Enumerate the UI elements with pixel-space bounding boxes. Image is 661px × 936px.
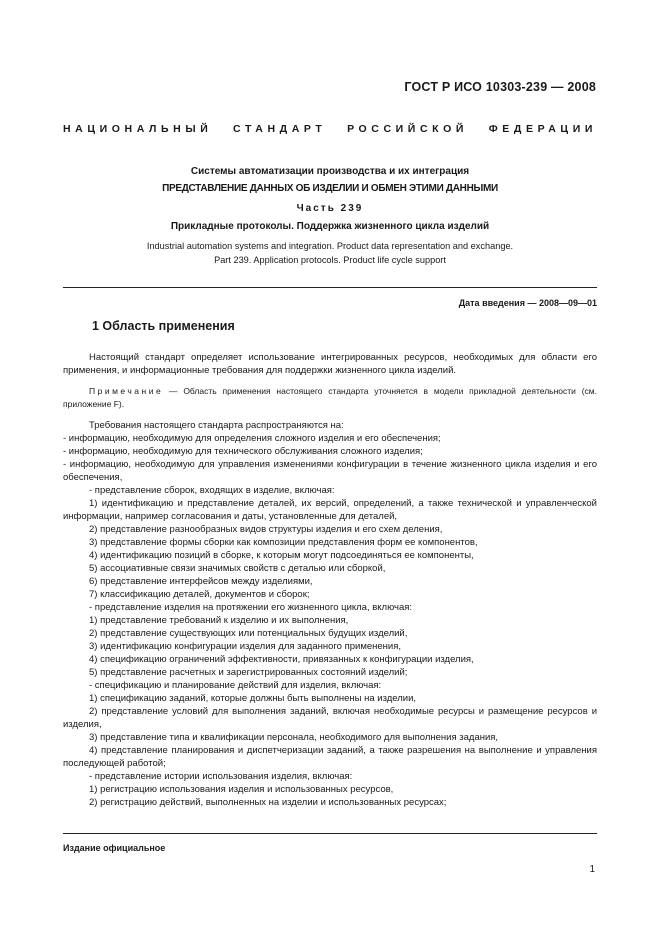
list-item: 5) представление расчетных и зарегистрированных состояний изделий;	[89, 667, 408, 678]
list-item: - представление изделия на протяжении его жизненного цикла, включая:	[89, 602, 413, 613]
standard-number: ГОСТ Р ИСО 10303-239 — 2008	[404, 80, 596, 94]
list-item: 5) ассоциативные связи значимых свойств с деталью или сборкой,	[89, 563, 386, 574]
list-item: - информацию, необходимую для определения сложного изделия и его обеспечения;	[63, 433, 441, 444]
page-number: 1	[589, 864, 595, 875]
list-item: 2) представление условий для выполнения заданий, включая необходимые ресурсы и размещение ресурсов и изделия,	[63, 706, 597, 730]
introduction-date: Дата введения — 2008—09—01	[458, 298, 597, 308]
list-item: 4) спецификацию ограничений эффективности, привязанных к конфигурации изделия,	[89, 654, 474, 665]
list-item: - информацию, необходимую для управления изменениями конфигурации в течение жизненного цикла изделия и его обеспечения,	[63, 459, 597, 483]
list-item: 2) представление разнообразных видов структуры изделия и его схем деления,	[89, 524, 443, 535]
list-item: - информацию, необходимую для технического обслуживания сложного изделия;	[63, 446, 423, 457]
section-heading: 1 Область применения	[92, 319, 235, 333]
list-item: - представление истории использования изделия, включая:	[89, 771, 353, 782]
list-item: 6) представление интерфейсов между изделиями,	[89, 576, 313, 587]
title-ru-line-2: ПРЕДСТАВЛЕНИЕ ДАННЫХ ОБ ИЗДЕЛИИ И ОБМЕН ЭТИМИ ДАННЫМИ	[162, 183, 498, 194]
edition-label: Издание официальное	[63, 843, 166, 853]
list-item: 7) классификацию деталей, документов и сборок;	[89, 589, 310, 600]
list-item: - спецификацию и планирование действий для изделия, включая:	[89, 680, 382, 691]
title-ru-line-3: Прикладные протоколы. Поддержка жизненного цикла изделий	[170, 221, 490, 232]
list-item: 3) представление типа и квалификации персонала, необходимого для выполнения задания,	[89, 732, 499, 743]
title-en-line-2: Part 239. Application protocols. Product life cycle support	[214, 255, 446, 265]
note-paragraph	[63, 385, 597, 411]
list-item: 1) спецификацию заданий, которые должны быть выполнены на изделии,	[89, 693, 417, 704]
title-ru-line-1: Системы автоматизации производства и их интеграция	[190, 166, 470, 177]
list-item: 2) регистрацию действий, выполненных на изделии и использованных ресурсах;	[89, 797, 447, 808]
list-item: 2) представление существующих или потенциальных будущих изделий,	[89, 628, 408, 639]
list-item: 1) идентификацию и представление деталей, их версий, определений, а также технической и управленческой информации, например согласования и даты, установленные для деталей,	[63, 498, 597, 522]
scope-paragraph: Настоящий стандарт определяет использование интегрированных ресурсов, необходимых для области его применения, и информационные требования для поддержки жизненного цикла изделий.	[63, 352, 597, 376]
list-item: 4) идентификацию позиций в сборке, к которым могут подсоединяться ее компоненты,	[89, 550, 474, 561]
list-item: 1) регистрацию использования изделия и использованных ресурсов,	[89, 784, 394, 795]
part-label: Часть 239	[296, 203, 364, 214]
list-item: 4) представление планирования и диспетчеризации заданий, а также разрешения на выполнение и управления последующей работой;	[63, 745, 597, 769]
list-item: Требования настоящего стандарта распространяются на:	[89, 420, 344, 431]
list-item: - представление сборок, входящих в изделие, включая:	[89, 485, 335, 496]
note-text: — Область применения настоящего стандарта уточняется в модели прикладной деятельности (см. приложение F).	[63, 386, 597, 409]
divider-top	[63, 287, 597, 288]
requirements-list	[63, 419, 597, 809]
divider-bottom	[63, 833, 597, 834]
title-en-line-1: Industrial automation systems and integration. Product data representation and exchange.	[146, 241, 514, 251]
national-standard-banner: НАЦИОНАЛЬНЫЙ СТАНДАРТ РОССИЙСКОЙ ФЕДЕРАЦИИ	[63, 123, 597, 135]
list-item: 3) идентификацию конфигурации изделия для заданного применения,	[89, 641, 401, 652]
list-item: 3) представление формы сборки как композиции представления форм ее компонентов,	[89, 537, 478, 548]
note-label: Примечание	[89, 386, 164, 396]
list-item: 1) представление требований к изделию и их выполнения,	[89, 615, 349, 626]
